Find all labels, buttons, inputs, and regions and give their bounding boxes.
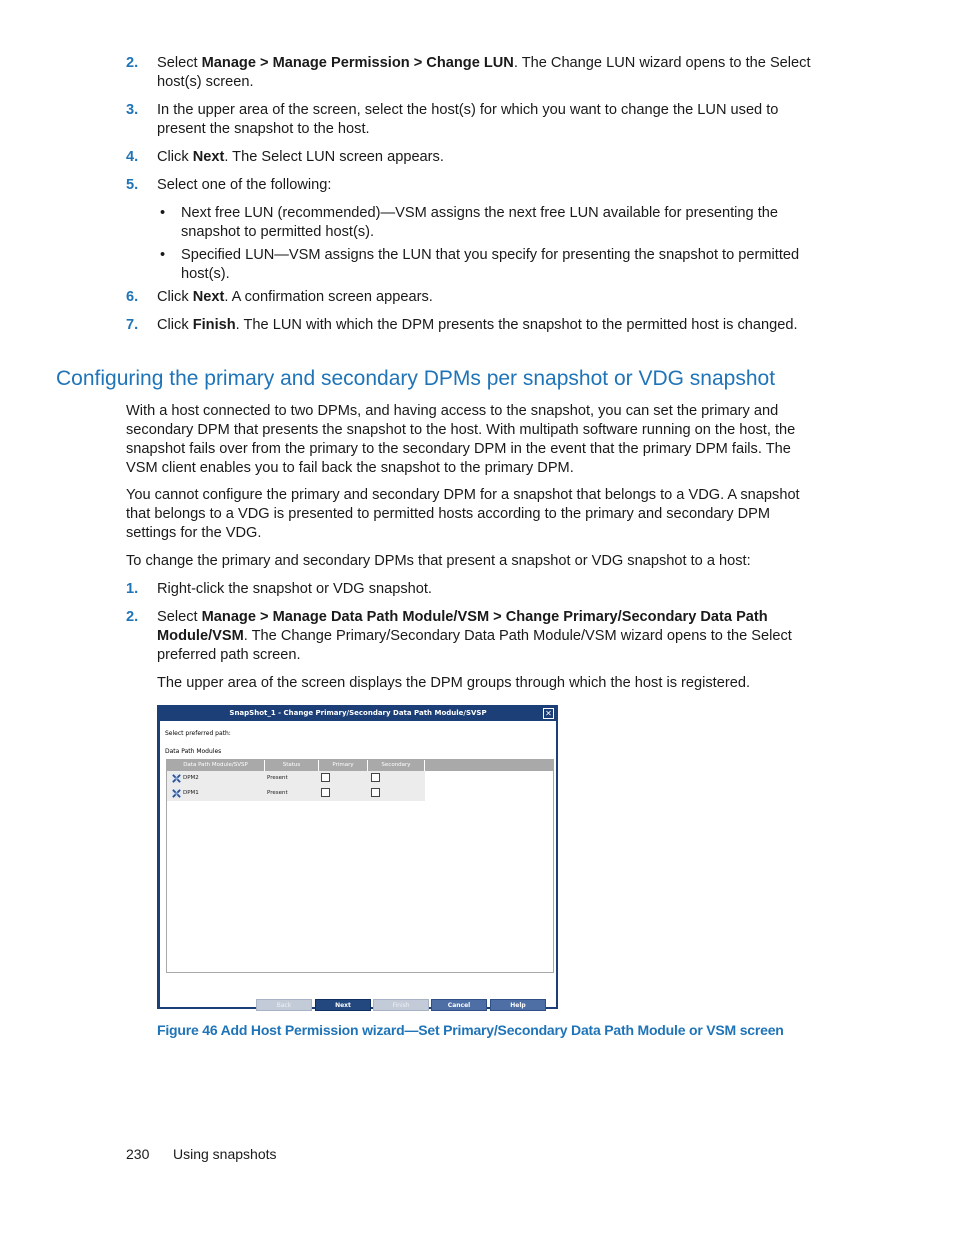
- primary-checkbox[interactable]: [321, 773, 330, 782]
- dpm-status: Present: [267, 790, 288, 796]
- step-text: Click Next. The Select LUN screen appears.: [157, 149, 444, 165]
- step-number: 6.: [126, 289, 139, 305]
- dialog-body: [160, 721, 556, 1007]
- bullet-text: Specified LUN—VSM assigns the LUN that you specify for presenting the snapshot to permitted host(s).: [181, 247, 800, 282]
- step-number: 1.: [126, 581, 139, 597]
- paragraph: With a host connected to two DPMs, and having access to the snapshot, you can set the primary and secondary DPM that presents the snapshot to the host. With multipath software running on the host, the snapshot fails over from the primary to the secondary DPM in the event that the primary DPM fails. The VSM client enables you to fail back the snapshot to the primary DPM.: [126, 403, 796, 476]
- close-icon[interactable]: ✕: [543, 708, 554, 719]
- dpm-table: [166, 759, 554, 973]
- step-text: Click Next. A confirmation screen appears.: [157, 289, 433, 305]
- wizard-dialog: [158, 705, 558, 1009]
- dpm-status: Present: [267, 775, 288, 781]
- step-text: In the upper area of the screen, select the host(s) for which you want to change the LUN used to present the snapshot to the host.: [157, 102, 779, 137]
- dpm-name: DPM2: [183, 775, 199, 781]
- paragraph: You cannot configure the primary and secondary DPM for a snapshot that belongs to a VDG. A snapshot that belongs to a VDG is presented to permitted hosts according to the primary and secondary DPM settings for the VDG.: [126, 487, 800, 541]
- group-label: Data Path Modules: [165, 748, 222, 755]
- step-text: Right-click the snapshot or VDG snapshot.: [157, 581, 432, 597]
- step-text: Select one of the following:: [157, 177, 332, 193]
- column-header[interactable]: Status: [265, 760, 319, 771]
- figure-caption: Figure 46 Add Host Permission wizard—Set Primary/Secondary Data Path Module or VSM screen: [157, 1022, 784, 1038]
- dpm-icon: [172, 774, 181, 783]
- secondary-checkbox[interactable]: [371, 788, 380, 797]
- step-text: Select Manage > Manage Permission > Change LUN. The Change LUN wizard opens to the Select host(s) screen.: [157, 55, 811, 90]
- step-number: 2.: [126, 55, 139, 71]
- dpm-name: DPM1: [183, 790, 199, 796]
- step-number: 5.: [126, 177, 139, 193]
- table-row[interactable]: [167, 771, 425, 786]
- help-button[interactable]: Help: [490, 999, 546, 1011]
- paragraph: To change the primary and secondary DPMs that present a snapshot or VDG snapshot to a host:: [126, 553, 751, 569]
- bullet-text: Next free LUN (recommended)—VSM assigns the next free LUN available for presenting the snapshot to permitted host(s).: [181, 205, 778, 240]
- table-header: [167, 760, 553, 771]
- step-number: 3.: [126, 102, 139, 118]
- dpm-icon: [172, 789, 181, 798]
- step-note: The upper area of the screen displays the DPM groups through which the host is registered.: [157, 675, 750, 691]
- step-text: Click Finish. The LUN with which the DPM presents the snapshot to the permitted host is changed.: [157, 317, 798, 333]
- dialog-title: SnapShot_1 - Change Primary/Secondary Data Path Module/SVSP: [159, 706, 557, 721]
- step-number: 2.: [126, 609, 139, 625]
- finish-button[interactable]: Finish: [373, 999, 429, 1011]
- column-header[interactable]: Primary: [319, 760, 368, 771]
- bullet-symbol: •: [160, 247, 166, 263]
- column-header[interactable]: Secondary: [368, 760, 425, 771]
- page-number: 230: [126, 1146, 150, 1162]
- prompt-label: Select preferred path:: [165, 730, 231, 737]
- cancel-button[interactable]: Cancel: [431, 999, 487, 1011]
- back-button[interactable]: Back: [256, 999, 312, 1011]
- bullet-symbol: •: [160, 205, 166, 221]
- footer-section: Using snapshots: [173, 1146, 277, 1162]
- step-number: 4.: [126, 149, 139, 165]
- step-text: Select Manage > Manage Data Path Module/VSM > Change Primary/Secondary Data Path Module/VSM. The Change Primary/Secondary Data Path Module/VSM wizard opens to the Select preferred path screen.: [157, 609, 792, 663]
- column-header[interactable]: Data Path Module/SVSP: [167, 760, 265, 771]
- next-button[interactable]: Next: [315, 999, 371, 1011]
- secondary-checkbox[interactable]: [371, 773, 380, 782]
- section-heading: Configuring the primary and secondary DPMs per snapshot or VDG snapshot: [56, 367, 776, 390]
- step-number: 7.: [126, 317, 139, 333]
- table-row[interactable]: [167, 786, 425, 801]
- primary-checkbox[interactable]: [321, 788, 330, 797]
